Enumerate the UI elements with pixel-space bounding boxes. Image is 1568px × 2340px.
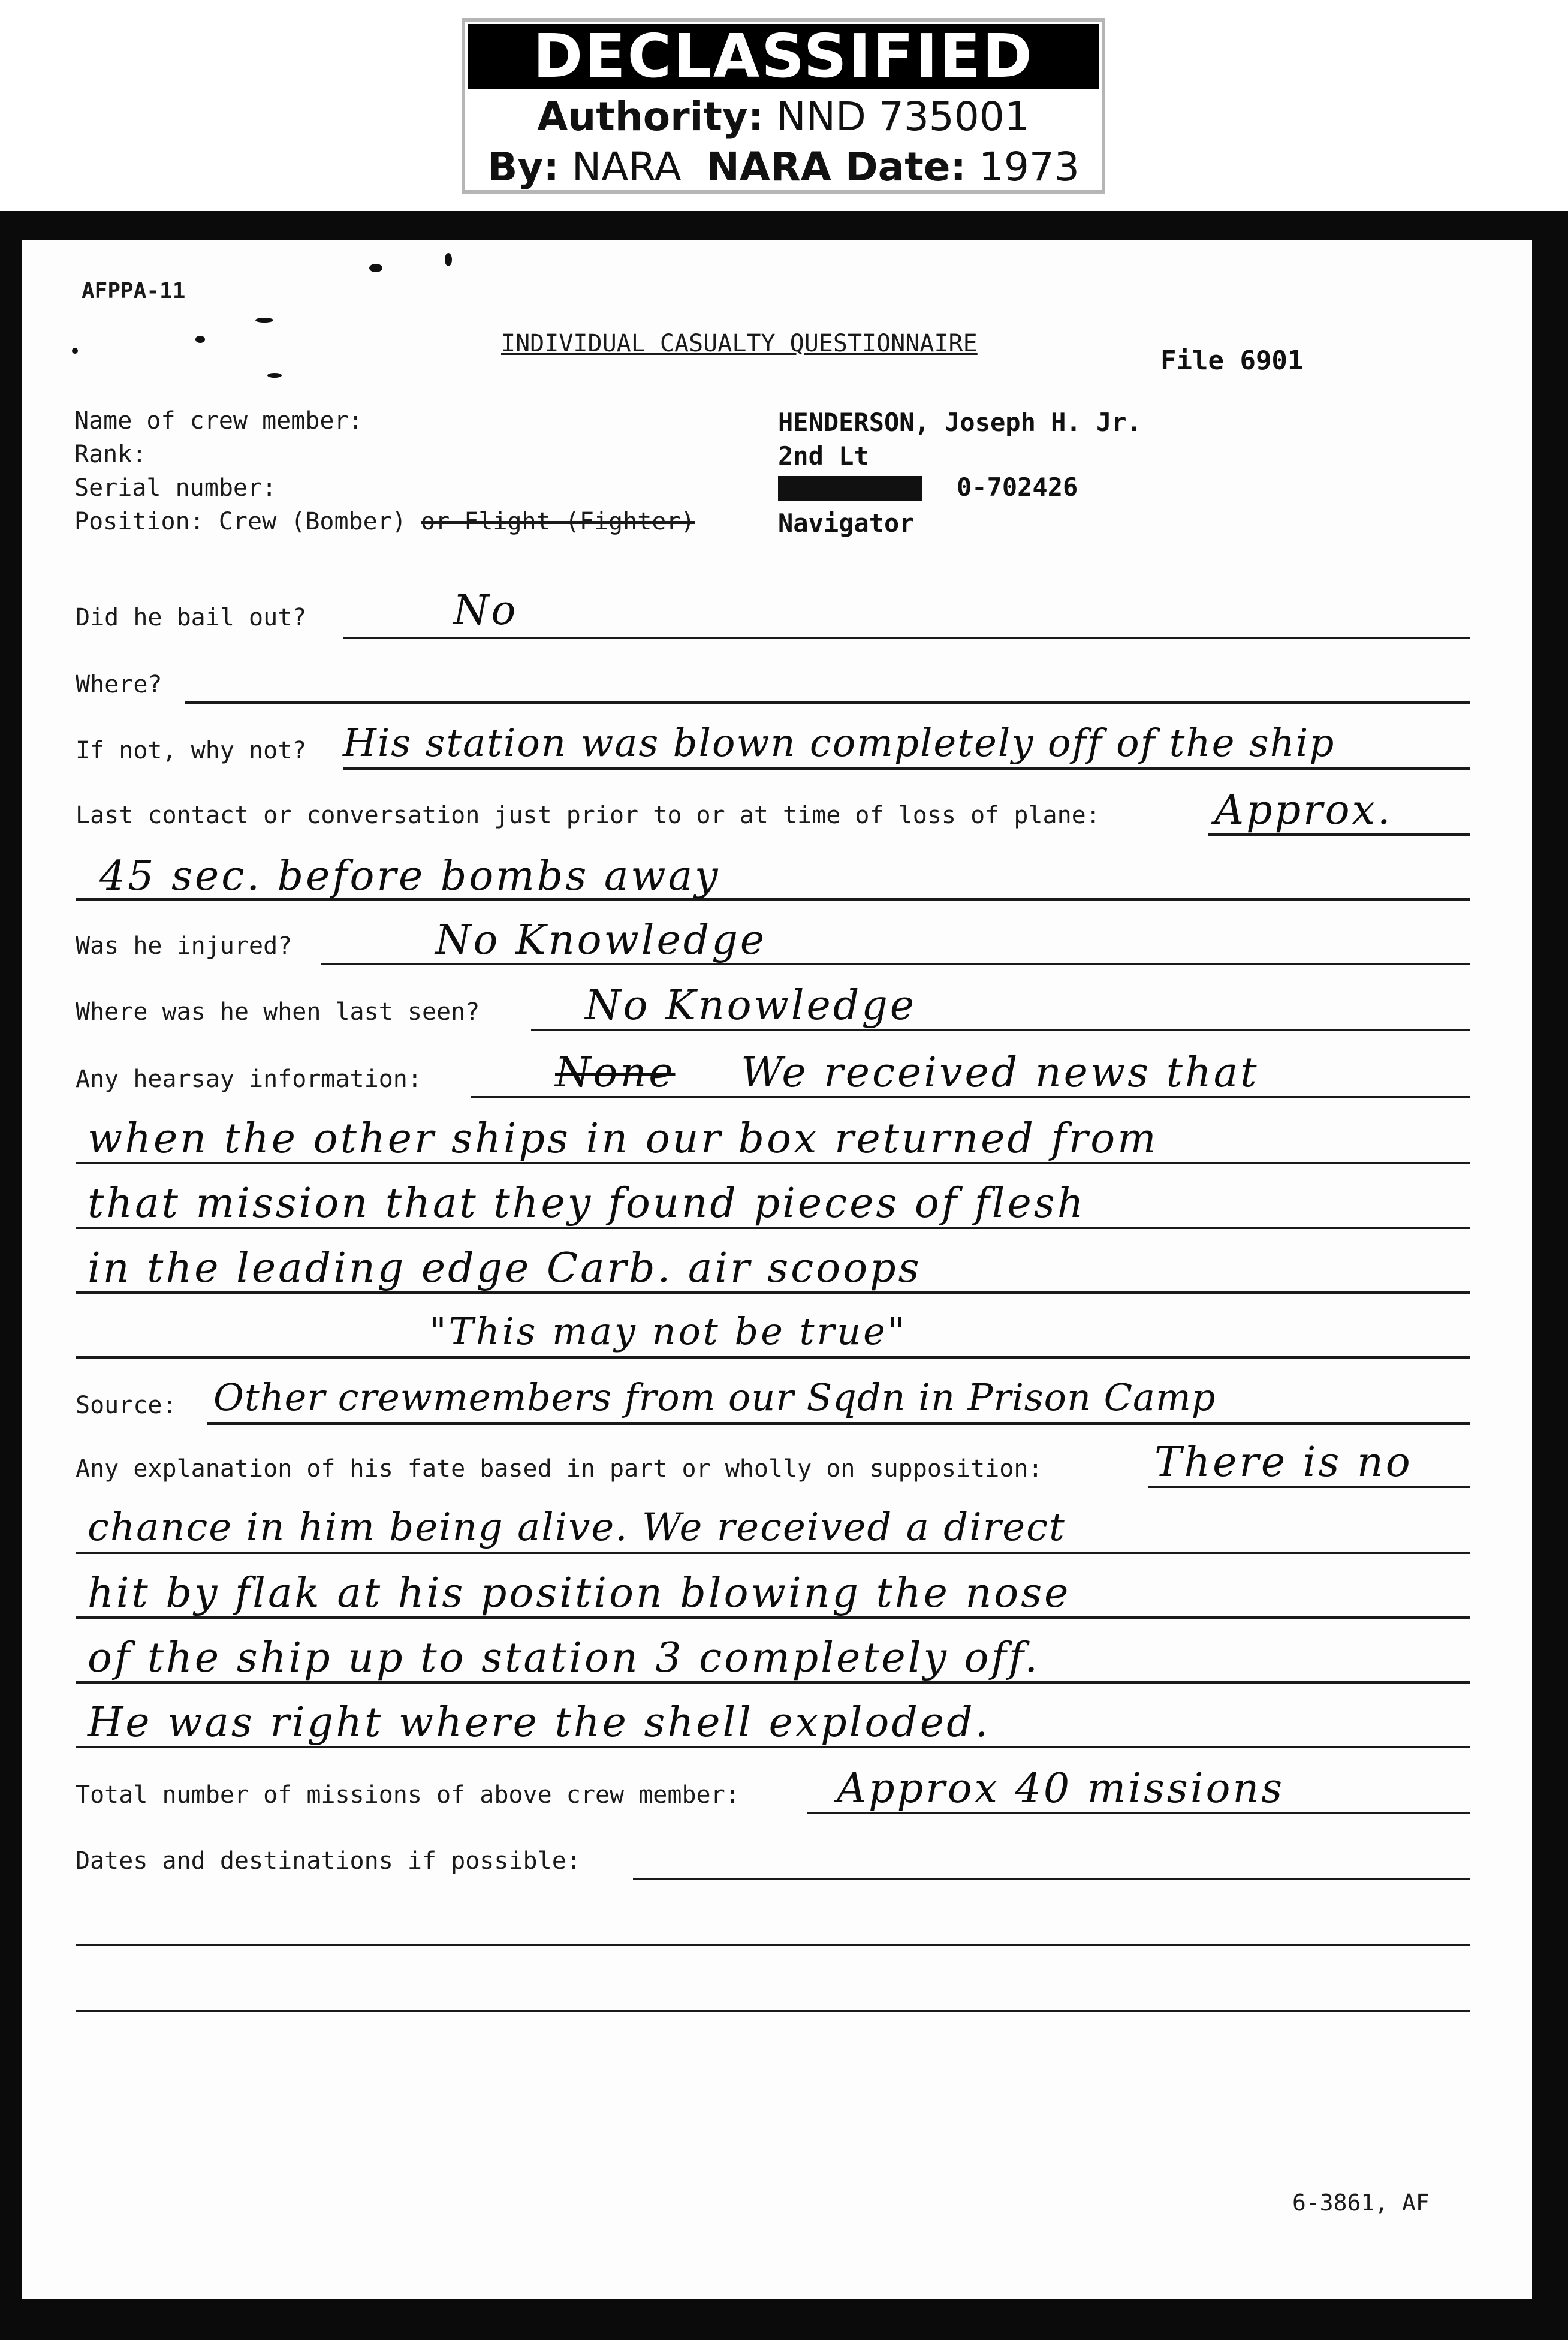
where-answer-line	[185, 701, 1470, 704]
stamp-authority-value: NND 735001	[776, 94, 1030, 140]
serial-value: 0-702426	[957, 472, 1078, 502]
stamp-title: DECLASSIFIED	[468, 24, 1099, 89]
hearsay-answer-5: "This may not be true"	[429, 1309, 907, 1353]
last-contact-line-1	[1208, 833, 1470, 836]
dates-label: Dates and destinations if possible:	[76, 1847, 581, 1875]
explanation-line-3	[76, 1616, 1470, 1619]
explanation-line-1	[1148, 1486, 1470, 1488]
form-number: AFPPA-11	[82, 279, 186, 303]
hearsay-line-4	[76, 1291, 1470, 1294]
injured-answer: No Knowledge	[435, 917, 767, 964]
hearsay-answer-1: We received news that	[741, 1049, 1259, 1097]
explanation-answer-5: He was right where the shell exploded.	[88, 1699, 991, 1746]
why-label: If not, why not?	[76, 737, 307, 764]
hearsay-line-3	[76, 1227, 1470, 1229]
explanation-answer-1: There is no	[1154, 1439, 1413, 1486]
missions-label: Total number of missions of above crew member:	[76, 1781, 740, 1809]
last-contact-line-2	[76, 898, 1470, 901]
stamp-by-date	[465, 144, 1102, 190]
position-label	[74, 510, 695, 534]
explanation-answer-3: hit by flak at his position blowing the nose	[88, 1570, 1071, 1617]
explanation-label: Any explanation of his fate based in part or wholly on supposition:	[76, 1455, 1043, 1483]
injured-answer-line	[321, 963, 1470, 965]
file-number: File 6901	[1160, 345, 1304, 376]
dates-answer-line-2	[76, 1944, 1470, 1946]
scan-speck	[72, 348, 78, 354]
redaction-bar	[778, 476, 922, 501]
last-contact-label: Last contact or conversation just prior to or at time of loss of plane:	[76, 802, 1100, 829]
last-contact-answer-2: 45 sec. before bombs away	[99, 853, 720, 900]
questionnaire-page	[22, 240, 1532, 2299]
footer-form-code: 6-3861, AF	[1292, 2190, 1430, 2216]
position-value: Navigator	[778, 508, 915, 538]
declassified-stamp	[462, 18, 1105, 194]
stamp-date-label: NARA Date:	[706, 144, 966, 190]
where-label: Where?	[76, 671, 162, 698]
missions-answer-line	[807, 1812, 1470, 1814]
last-contact-answer-1: Approx.	[1214, 787, 1393, 834]
hearsay-struck-answer: None	[555, 1049, 676, 1097]
missions-answer: Approx 40 missions	[837, 1765, 1285, 1812]
hearsay-line-5	[76, 1356, 1470, 1359]
position-label-text: Position: Crew (Bomber)	[74, 508, 406, 535]
last-seen-answer-line	[531, 1029, 1470, 1031]
last-seen-label: Where was he when last seen?	[76, 998, 480, 1026]
bail-answer: No	[453, 587, 518, 634]
explanation-line-4	[76, 1681, 1470, 1684]
stamp-by-label: By:	[487, 144, 559, 190]
hearsay-answer-2: when the other ships in our box returned from	[88, 1115, 1159, 1163]
explanation-line-5	[76, 1746, 1470, 1748]
stamp-authority	[465, 94, 1102, 140]
rank-label: Rank:	[74, 441, 147, 468]
explanation-line-2	[76, 1552, 1470, 1554]
dates-answer-line-3	[76, 2010, 1470, 2012]
why-answer-line	[343, 767, 1470, 770]
stamp-authority-label: Authority:	[537, 94, 764, 140]
name-value: HENDERSON, Joseph H. Jr.	[778, 408, 1142, 437]
explanation-answer-2: chance in him being alive. We received a direct	[88, 1505, 1066, 1550]
position-struck-text: or Flight (Fighter)	[420, 508, 695, 535]
scan-speck	[255, 318, 273, 323]
scan-speck	[267, 373, 282, 378]
hearsay-line-2	[76, 1162, 1470, 1164]
injured-label: Was he injured?	[76, 932, 293, 960]
hearsay-answer-4: in the leading edge Carb. air scoops	[88, 1245, 922, 1292]
hearsay-line-1	[471, 1096, 1470, 1098]
name-label: Name of crew member:	[74, 407, 363, 435]
rank-value: 2nd Lt	[778, 441, 869, 471]
dates-answer-line-1	[633, 1878, 1470, 1880]
hearsay-label: Any hearsay information:	[76, 1065, 422, 1093]
last-seen-answer: No Knowledge	[585, 982, 917, 1029]
scan-speck	[445, 253, 452, 266]
why-answer: His station was blown completely off of the ship	[343, 721, 1335, 766]
stamp-date-value: 1973	[978, 144, 1079, 190]
explanation-answer-4: of the ship up to station 3 completely off.	[88, 1634, 1041, 1682]
bail-answer-line	[343, 637, 1470, 639]
source-answer-line	[207, 1422, 1470, 1425]
scan-speck	[369, 264, 382, 272]
hearsay-answer-3: that mission that they found pieces of flesh	[88, 1180, 1086, 1227]
bail-label: Did he bail out?	[76, 604, 307, 631]
stamp-by-value: NARA	[571, 144, 682, 190]
source-label: Source:	[76, 1392, 177, 1419]
form-title: INDIVIDUAL CASUALTY QUESTIONNAIRE	[501, 330, 978, 357]
serial-label: Serial number:	[74, 474, 277, 502]
source-answer: Other crewmembers from our Sqdn in Prison Camp	[213, 1375, 1216, 1419]
scan-speck	[195, 336, 205, 343]
